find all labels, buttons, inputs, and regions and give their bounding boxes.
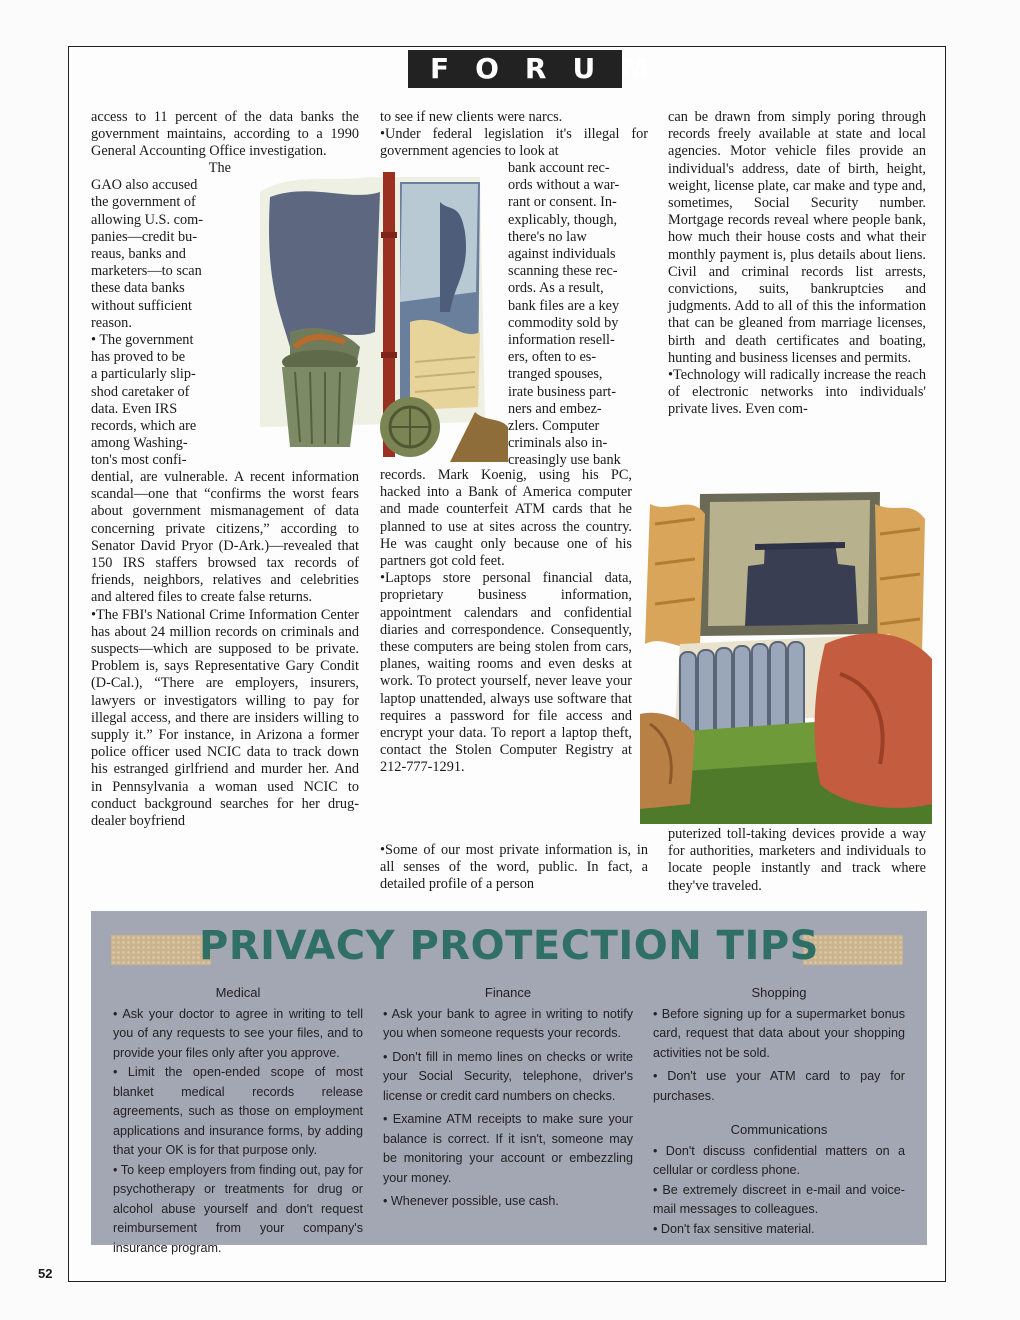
- tip-item: • Don't use your ATM card to pay for purchases.: [653, 1067, 905, 1106]
- paragraph: records. Mark Koenig, using his PC, hacked into a Bank of America computer and made counterfeit ATM cards that he planned to use at sites across the country. He was caught only because one of his partners got cold feet.: [380, 467, 632, 570]
- paragraph: • Some of our most private information is, in all senses of the word, public. In fact, a detailed profile of a person: [380, 842, 648, 894]
- tips-column-finance: [383, 983, 633, 1212]
- column-2-bottom: [380, 842, 648, 894]
- text-line: scanning these rec-: [508, 263, 618, 280]
- text-line: data. Even IRS: [91, 400, 178, 417]
- text-line: zlers. Computer: [508, 418, 600, 435]
- paragraph: puterized toll-taking devices provide a way for authorities, marketers and individuals to locate people instantly and track where they've traveled.: [668, 826, 926, 894]
- tips-title: PRIVACY PROTECTION TIPS: [199, 923, 819, 969]
- text-line: against individuals: [508, 246, 616, 263]
- text-line: ners and embez-: [508, 400, 602, 417]
- text-line: irate business part-: [508, 383, 616, 400]
- column-1-lower: [91, 469, 359, 830]
- tip-item: • Examine ATM receipts to make sure your balance is correct. If it isn't, someone may be monitoring your account or embezzling your money.: [383, 1110, 633, 1188]
- paragraph: • The FBI's National Crime Information Center has about 24 million records on criminals and suspects—which are supposed to be private. Problem is, says Representative Gary Condit (D-Cal.), “There are employers, insurers, lawyers or investigators willing to pay for illegal access, and there are insiders willing to supply it.” For instance, in Arizona a former police officer used NCIC data to track down his estranged girlfriend and murder her. And in Pennsylvania a woman used NCIC to conduct background searches for her drug-dealer boyfriend: [91, 607, 359, 831]
- paragraph: can be drawn from simply poring through records freely available at state and local agencies. Motor vehicle files provide an individual's address, date of birth, height, weight, license plate, car make and type and, sometimes, Social Security number. Mortgage records reveal where people bank, how much their house costs and what their monthly payment is, plus details about liens. Civil and criminal records list arrests, convictions, suits, bankruptcies and judgments. Add to all of this the information that can be gleaned from marriage licenses, birth and death certificates and boating, hunting and business licenses and permits.: [668, 109, 926, 366]
- page-number: 52: [38, 1266, 53, 1281]
- text-line: there's no law: [508, 228, 587, 245]
- paragraph: • Laptops store personal financial data, proprietary business information, appointment calendars and confidential diaries and correspondence. Consequently, these computers are being stolen from cars, planes, waiting rooms and even desks at work. To protect yourself, never leave your laptop unattended, always use software that requires a password for file access and encrypt your data. To report a laptop theft, contact the Stolen Computer Registry at 212-777-1291.: [380, 570, 632, 776]
- column-1: [91, 109, 359, 161]
- paragraph: • Under federal legislation it's illegal for government agencies to look at: [380, 126, 648, 160]
- text-line: explicably, though,: [508, 211, 618, 228]
- tip-item: • Ask your bank to agree in writing to notify you when someone requests your records.: [383, 1005, 633, 1044]
- text-line: GAO also accused: [91, 177, 198, 194]
- text-line: tranged spouses,: [508, 366, 603, 383]
- tip-item: • Before signing up for a supermarket bonus card, request that data about your shopping activities not be sold.: [653, 1005, 905, 1064]
- column-3-bottom: [668, 826, 926, 895]
- column-2-top: [380, 109, 648, 161]
- tips-heading-shopping: Shopping: [751, 985, 807, 1000]
- text-line: a particularly slip-: [91, 366, 196, 383]
- privacy-tips-box: [91, 911, 927, 1255]
- column-2-wrap: [508, 160, 648, 470]
- text-line: ton's most confi-: [91, 452, 187, 469]
- tip-item: • Be extremely discreet in e-mail and voice-mail messages to colleagues.: [653, 1181, 905, 1220]
- text-line: ords without a war-: [508, 177, 620, 194]
- paragraph: to see if new clients were narcs.: [380, 109, 563, 125]
- section-header: FORUM: [408, 50, 622, 88]
- text-line: these data banks: [91, 280, 185, 297]
- text-line: has proved to be: [91, 349, 186, 366]
- text-line: bank account rec-: [508, 160, 610, 176]
- text-line: rant or consent. In-: [508, 194, 617, 211]
- tips-column-medical: [113, 983, 363, 1258]
- text-line: creasingly use bank: [508, 452, 621, 469]
- text-line: reason.: [91, 314, 132, 331]
- text-line: ords. As a result,: [508, 280, 604, 297]
- tip-item: • Don't discuss confidential matters on a cellular or cordless phone.: [653, 1142, 905, 1181]
- text-line: the government of: [91, 194, 196, 211]
- tip-item: • Don't fax sensitive material.: [653, 1220, 905, 1240]
- text-line: ers, often to es-: [508, 349, 597, 366]
- text-line: criminals also in-: [508, 435, 608, 452]
- tips-column-shopping: [653, 983, 905, 1239]
- tip-item: • To keep employers from finding out, pay for psychotherapy or treatments for drug or alcohol abuse yourself and don't request reimbursement from your company's insurance program.: [113, 1161, 363, 1259]
- text-line: without sufficient: [91, 297, 192, 314]
- trash-alley-illustration: [250, 172, 510, 462]
- column-2-lower: [380, 467, 632, 777]
- text-line: commodity sold by: [508, 314, 619, 331]
- paragraph: dential, are vulnerable. A recent information scandal—one that “confirms the worst fears about government mismanagement of data concerning private citizens,” according to Senator David Pryor (D-Ark.)—revealed that 150 IRS staffers browsed tax records of friends, neighbors, relatives and celebrities and altered files to create false returns.: [91, 469, 359, 606]
- column-1-wrap: [91, 160, 231, 470]
- tip-item: • Don't fill in memo lines on checks or write your Social Security, telephone, driver's license or credit card numbers on checks.: [383, 1048, 633, 1107]
- text-line: panies—credit bu-: [91, 228, 197, 245]
- tips-heading-medical: Medical: [215, 985, 261, 1000]
- paragraph: • Technology will radically increase the reach of electronic networks into individuals' private lives. Even com-: [668, 367, 926, 419]
- paragraph: access to 11 percent of the data banks the government maintains, according to a 1990 General Accounting Office investigation.: [91, 109, 359, 160]
- text-line: information resell-: [508, 332, 615, 349]
- tips-heading-finance: Finance: [484, 985, 532, 1000]
- column-3-top: [668, 109, 926, 419]
- text-line: • The government: [91, 332, 194, 349]
- text-line: The: [208, 160, 231, 176]
- text-line: shod caretaker of: [91, 383, 190, 400]
- tips-heading-communications: Communications: [730, 1122, 828, 1137]
- text-line: bank files are a key: [508, 297, 620, 314]
- text-line: records, which are: [91, 418, 197, 435]
- window-radiator-illustration: [640, 484, 932, 824]
- text-line: reaus, banks and: [91, 246, 186, 263]
- text-line: marketers—to scan: [91, 263, 202, 280]
- text-line: among Washing-: [91, 435, 188, 452]
- tip-item: • Limit the open-ended scope of most blanket medical records release agreements, such as those on employment applications and insurance forms, by adding that your OK is for that purpose only.: [113, 1063, 363, 1161]
- tip-item: • Whenever possible, use cash.: [383, 1192, 633, 1212]
- tip-item: • Ask your doctor to agree in writing to tell you of any requests to see your files, and to provide your files only after you approve.: [113, 1005, 363, 1064]
- text-line: allowing U.S. com-: [91, 211, 203, 228]
